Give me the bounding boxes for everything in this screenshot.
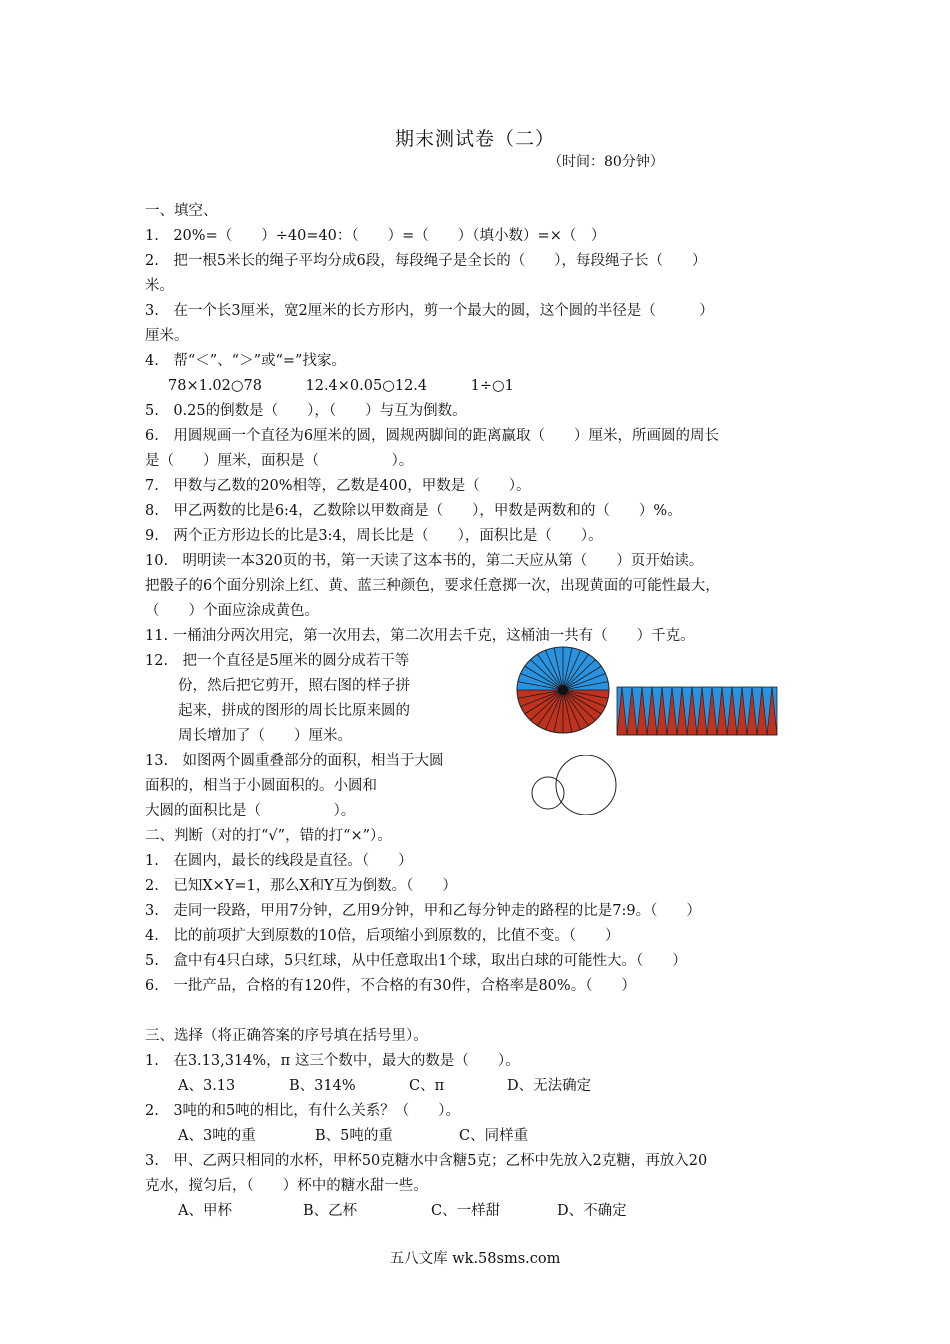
large-circle [556,755,616,815]
judge-item-5: 5. 盒中有4只白球，5只红球，从中任意取出1个球，取出白球的可能性大。（ ） [145,953,687,969]
section1-heading: 一、填空、 [145,203,218,219]
page-title: 期末测试卷（二） [394,128,555,150]
choice-question-3: 3. 甲、乙两只相同的水杯，甲杯50克糖水中含糖5克；乙杯中先放入2克糖，再放入20 [145,1153,708,1169]
footer-watermark: 五八文库 wk.58sms.com [389,1251,561,1267]
question-1-3-cont: 厘米。 [145,328,189,344]
choice-question-1: 1. 在3.13,314%，π 这三个数中，最大的数是（ ）。 [145,1053,520,1069]
question-1-13: 13. 如图两个圆重叠部分的面积，相当于大圆 [145,753,444,769]
question-1-4: 4. 帮“＜”、“＞”或“=”找家。 [145,353,346,369]
judge-item-2: 2. 已知X×Y=1，那么X和Y互为倒数。（ ） [145,878,457,894]
question-1-4-items: 78×1.02○78 12.4×0.05○12.4 1÷○1 [168,378,514,394]
rearranged-rectangle-figure [616,686,778,738]
question-1-8: 8. 甲乙两数的比是6:4，乙数除以甲数商是（ ），甲数是两数和的（ ）%。 [145,503,682,519]
judge-item-4: 4. 比的前项扩大到原数的10倍，后项缩小到原数的，比值不变。（ ） [145,928,620,944]
question-1-10b: 把骰子的6个面分别涂上红、黄、蓝三种颜色，要求任意掷一次，出现黄面的可能性最大， [145,578,720,594]
option: D、不确定 [557,1203,627,1219]
circle-center [558,685,568,695]
section3-heading: 三、选择（将正确答案的序号填在括号里）。 [145,1028,428,1044]
question-1-12-cont3: 周长增加了（ ）厘米。 [178,728,352,744]
question-1-11: 11. 一桶油分两次用完，第一次用去，第二次用去千克，这桶油一共有（ ）千克。 [145,628,695,644]
choice-3-options [178,1201,627,1221]
question-1-12: 12. 把一个直径是5厘米的圆分成若干等 [145,653,410,669]
question-1-1: 1. 20%=（ ）÷40=40：（ ）=（ ）（填小数）=×（ ） [145,228,606,244]
time-limit: （时间：80分钟） [548,154,664,170]
option: A、3吨的重 [178,1128,256,1144]
judge-item-3: 3. 走同一段路，甲用7分钟，乙用9分钟，甲和乙每分钟走的路程的比是7:9。（ ） [145,903,701,919]
section2-heading: 二、判断（对的打“√”，错的打“×”）。 [145,828,392,844]
question-1-10: 10. 明明读一本320页的书，第一天读了这本书的，第二天应从第（ ）页开始读。 [145,553,704,569]
question-1-3: 3. 在一个长3厘米，宽2厘米的长方形内，剪一个最大的圆，这个圆的半径是（ ） [145,303,714,319]
option: B、314% [289,1078,356,1094]
small-circle [532,777,564,809]
choice-question-3-cont: 克水，搅匀后，（ ）杯中的糖水甜一些。 [145,1178,428,1194]
option: C、π [409,1078,445,1094]
question-1-12-cont2: 起来，拼成的图形的周长比原来圆的 [178,703,410,719]
question-1-6-cont: 是（ ）厘米，面积是（ ）。 [145,453,414,469]
option: A、3.13 [178,1078,236,1094]
option: D、无法确定 [507,1078,592,1094]
question-1-10c: （ ）个面应涂成黄色。 [145,603,319,619]
question-1-7: 7. 甲数与乙数的20%相等，乙数是400，甲数是（ ）。 [145,478,531,494]
choice-question-2: 2. 3吨的和5吨的相比，有什么关系？（ ）。 [145,1103,461,1119]
judge-item-1: 1. 在圆内，最长的线段是直径。（ ） [145,853,413,869]
question-1-13-cont2: 大圆的面积比是（ ）。 [145,803,356,819]
question-1-2: 2. 把一根5米长的绳子平均分成6段，每段绳子是全长的（ ），每段绳子长（ ） [145,253,707,269]
choice-1-options [178,1076,591,1096]
question-1-13-cont1: 面积的，相当于小圆面积的。小圆和 [145,778,377,794]
question-1-6: 6. 用圆规画一个直径为6厘米的圆，圆规两脚间的距离赢取（ ）厘米，所画圆的周长 [145,428,720,444]
option: C、一样甜 [431,1203,501,1219]
option: B、5吨的重 [315,1128,393,1144]
question-1-2-cont: 米。 [145,278,174,294]
option: A、甲杯 [178,1203,232,1219]
judge-item-6: 6. 一批产品，合格的有120件，不合格的有30件，合格率是80%。（ ） [145,978,636,994]
option: C、同样重 [459,1128,529,1144]
choice-2-options [178,1126,528,1146]
overlapping-circles-figure [526,755,622,815]
divided-circle-figure [514,645,612,735]
option: B、乙杯 [303,1203,358,1219]
question-1-5: 5. 0.25的倒数是（ ），（ ）与互为倒数。 [145,403,467,419]
question-1-12-cont1: 份，然后把它剪开，照右图的样子拼 [178,678,410,694]
question-1-9: 9. 两个正方形边长的比是3:4，周长比是（ ），面积比是（ ）。 [145,528,603,544]
